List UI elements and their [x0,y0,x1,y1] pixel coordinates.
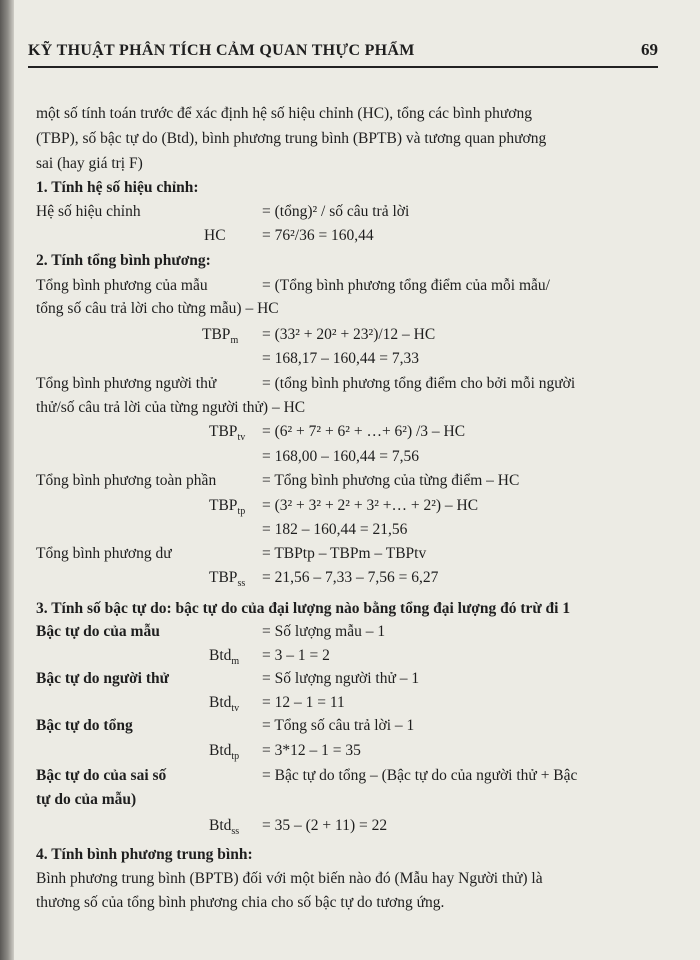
tbp-m-formula: = (33² + 20² + 23²)/12 – HC [262,326,436,343]
tbp-m-definition-1: = (Tổng bình phương tổng điểm của mỗi mẫu/ [262,277,550,294]
book-spine-shadow [0,0,14,960]
tbp-tp-definition: = Tổng bình phương của từng điểm – HC [262,472,520,489]
btd-ss-value: = 35 – (2 + 11) = 22 [262,817,388,834]
btd-tp-symbol: Btd$_{tp}$ [209,742,240,763]
tbp-tp-formula: = (3² + 3² + 2² + 3² +… + 2²) – HC [262,497,479,514]
tbp-m-definition-2: tổng số câu trả lời cho từng mẫu) – HC [36,300,279,317]
hc-label: Hệ số hiệu chỉnh [36,203,141,220]
tbp-tv-formula: = (6² + 7² + 6² + …+ 6²) /3 – HC [262,423,466,440]
btd-ss-definition: = Bậc tự do tổng – (Bậc tự do của người thử + Bậc [262,767,578,784]
tbp-tv-value: = 168,00 – 160,44 = 7,56 [262,448,419,465]
tbp-du-label: Tổng bình phương dư [36,545,172,562]
section-2-heading: 2. Tính tổng bình phương: [36,252,211,269]
tbp-m-value: = 168,17 – 160,44 = 7,33 [262,350,419,367]
tbp-tp-symbol: $TBP_{tp}$ [209,497,246,518]
tbp-tv-label: Tổng bình phương người thử [36,375,217,392]
tbp-tp-value: = 182 – 160,44 = 21,56 [262,521,408,538]
btd-ss-label-1: Bậc tự do của sai số [36,767,167,784]
tbp-du-definition: = TBPtp – TBPm – TBPtv [262,545,427,562]
btd-tv-symbol: Btd$_{tv}$ [209,694,240,715]
btd-tp-value: = 3*12 – 1 = 35 [262,742,361,759]
btd-tv-label: Bậc tự do người thử [36,670,169,687]
btd-m-label: Bậc tự do của mẫu [36,623,160,640]
btd-m-value: = 3 – 1 = 2 [262,647,330,664]
tbp-tv-symbol: $TBP_{tv}$ [209,423,246,444]
section-4-para-1: Bình phương trung bình (BPTB) đối với một biến nào đó (Mẫu hay Người thử) là [36,870,543,887]
section-1-heading: 1. Tính hệ số hiệu chỉnh: [36,179,199,196]
hc-value: = 76²/36 = 160,44 [262,227,374,244]
tbp-ss-symbol: $TBP_{ss}$ [209,569,246,590]
btd-tp-definition: = Tổng số câu trả lời – 1 [262,717,415,734]
tbp-m-symbol: $TBP_m$ [202,326,239,347]
btd-tp-label: Bậc tự do tổng [36,717,133,734]
running-header [28,40,658,66]
section-4-heading: 4. Tính bình phương trung bình: [36,846,253,863]
section-4-para-2: thương số của tổng bình phương chia cho số bậc tự do tương ứng. [36,894,445,911]
btd-m-definition: = Số lượng mẫu – 1 [262,623,386,640]
book-page [14,0,700,960]
btd-ss-label-2: tự do của mẫu) [36,791,137,808]
hc-symbol: HC [204,227,226,244]
running-title: KỸ THUẬT PHÂN TÍCH CẢM QUAN THỰC PHẨM [28,42,415,59]
tbp-m-label: Tổng bình phương của mẫu [36,277,208,294]
btd-ss-symbol: Btd$_{ss}$ [209,817,240,838]
tbp-tv-definition-2: thử/số câu trả lời của từng người thử) – HC [36,399,306,416]
tbp-ss-value: = 21,56 – 7,33 – 7,56 = 6,27 [262,569,439,586]
btd-m-symbol: Btd$_m$ [209,647,240,668]
hc-formula: = (tổng)² / số câu trả lời [262,203,410,220]
header-rule [28,66,658,68]
section-3-heading: 3. Tính số bậc tự do: bậc tự do của đại lượng nào bằng tổng đại lượng đó trừ đi 1 [36,600,571,617]
tbp-tv-definition-1: = (tổng bình phương tổng điểm cho bởi mỗi người [262,375,576,392]
intro-line-1: một số tính toán trước để xác định hệ số hiệu chỉnh (HC), tổng các bình phương [36,105,532,122]
intro-line-3: sai (hay giá trị F) [36,155,143,172]
tbp-tp-label: Tổng bình phương toàn phần [36,472,217,489]
btd-tv-definition: = Số lượng người thử – 1 [262,670,420,687]
page-number: 69 [641,40,658,59]
intro-line-2: (TBP), số bậc tự do (Btd), bình phương trung bình (BPTB) và tương quan phương [36,130,547,147]
btd-tv-value: = 12 – 1 = 11 [262,694,345,711]
